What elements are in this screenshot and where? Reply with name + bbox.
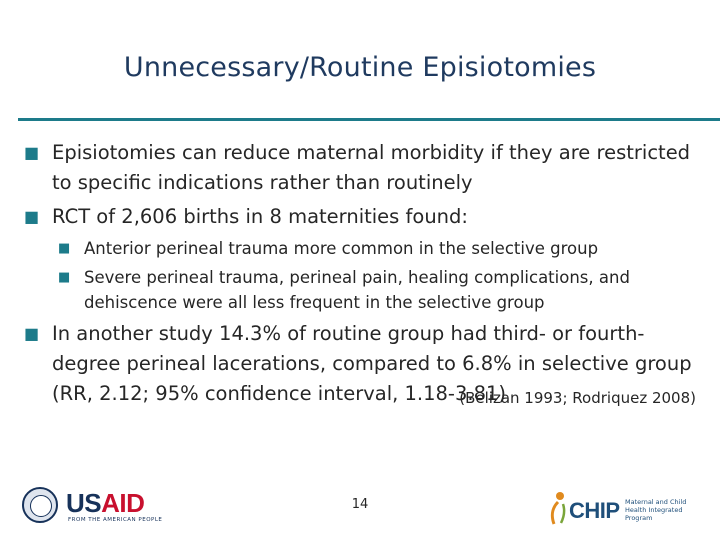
slide-title: Unnecessary/Routine Episiotomies <box>123 52 597 83</box>
square-bullet-icon: ■ <box>24 143 40 162</box>
bullet-3-text: In another study 14.3% of routine group had third- or fourth-degree perineal lacerations, compared to 6.8% in selective group (RR, 2.12; 95% confidence interval, 1.18-3.81) <box>52 322 692 405</box>
sub-bullet-1 <box>22 236 702 261</box>
page-number: 14 <box>351 497 369 512</box>
chip-tagline: Maternal and Child Health Integrated Program <box>625 498 687 522</box>
chip-figure-icon <box>545 490 569 526</box>
title-divider <box>18 118 720 121</box>
slide-content <box>22 138 702 417</box>
bullet-1 <box>22 138 702 198</box>
square-bullet-icon: ■ <box>58 270 71 285</box>
square-bullet-icon: ■ <box>24 324 40 343</box>
usaid-seal-icon <box>22 487 58 523</box>
usaid-logo <box>22 487 172 527</box>
bullet-2-text: RCT of 2,606 births in 8 maternities found: <box>52 205 468 228</box>
square-bullet-icon: ■ <box>24 207 40 226</box>
sub-bullet-1-text: Anterior perineal trauma more common in the selective group <box>84 239 599 258</box>
square-bullet-icon: ■ <box>58 241 71 256</box>
usaid-tagline: FROM THE AMERICAN PEOPLE <box>68 517 163 523</box>
sub-bullet-2-text: Severe perineal trauma, perineal pain, healing complications, and dehiscence were all less frequent in the selective group <box>84 268 630 312</box>
chip-logo <box>545 490 695 526</box>
sub-bullet-2 <box>22 265 702 315</box>
chip-wordmark: CHIP <box>569 498 620 523</box>
bullet-1-text: Episiotomies can reduce maternal morbidity if they are restricted to specific indications rather than routinely <box>52 141 691 194</box>
citation: (Belizan 1993; Rodriquez 2008) <box>459 389 696 407</box>
bullet-3 <box>22 319 702 413</box>
usaid-wordmark: USAID <box>66 488 145 518</box>
bullet-2 <box>22 202 702 232</box>
